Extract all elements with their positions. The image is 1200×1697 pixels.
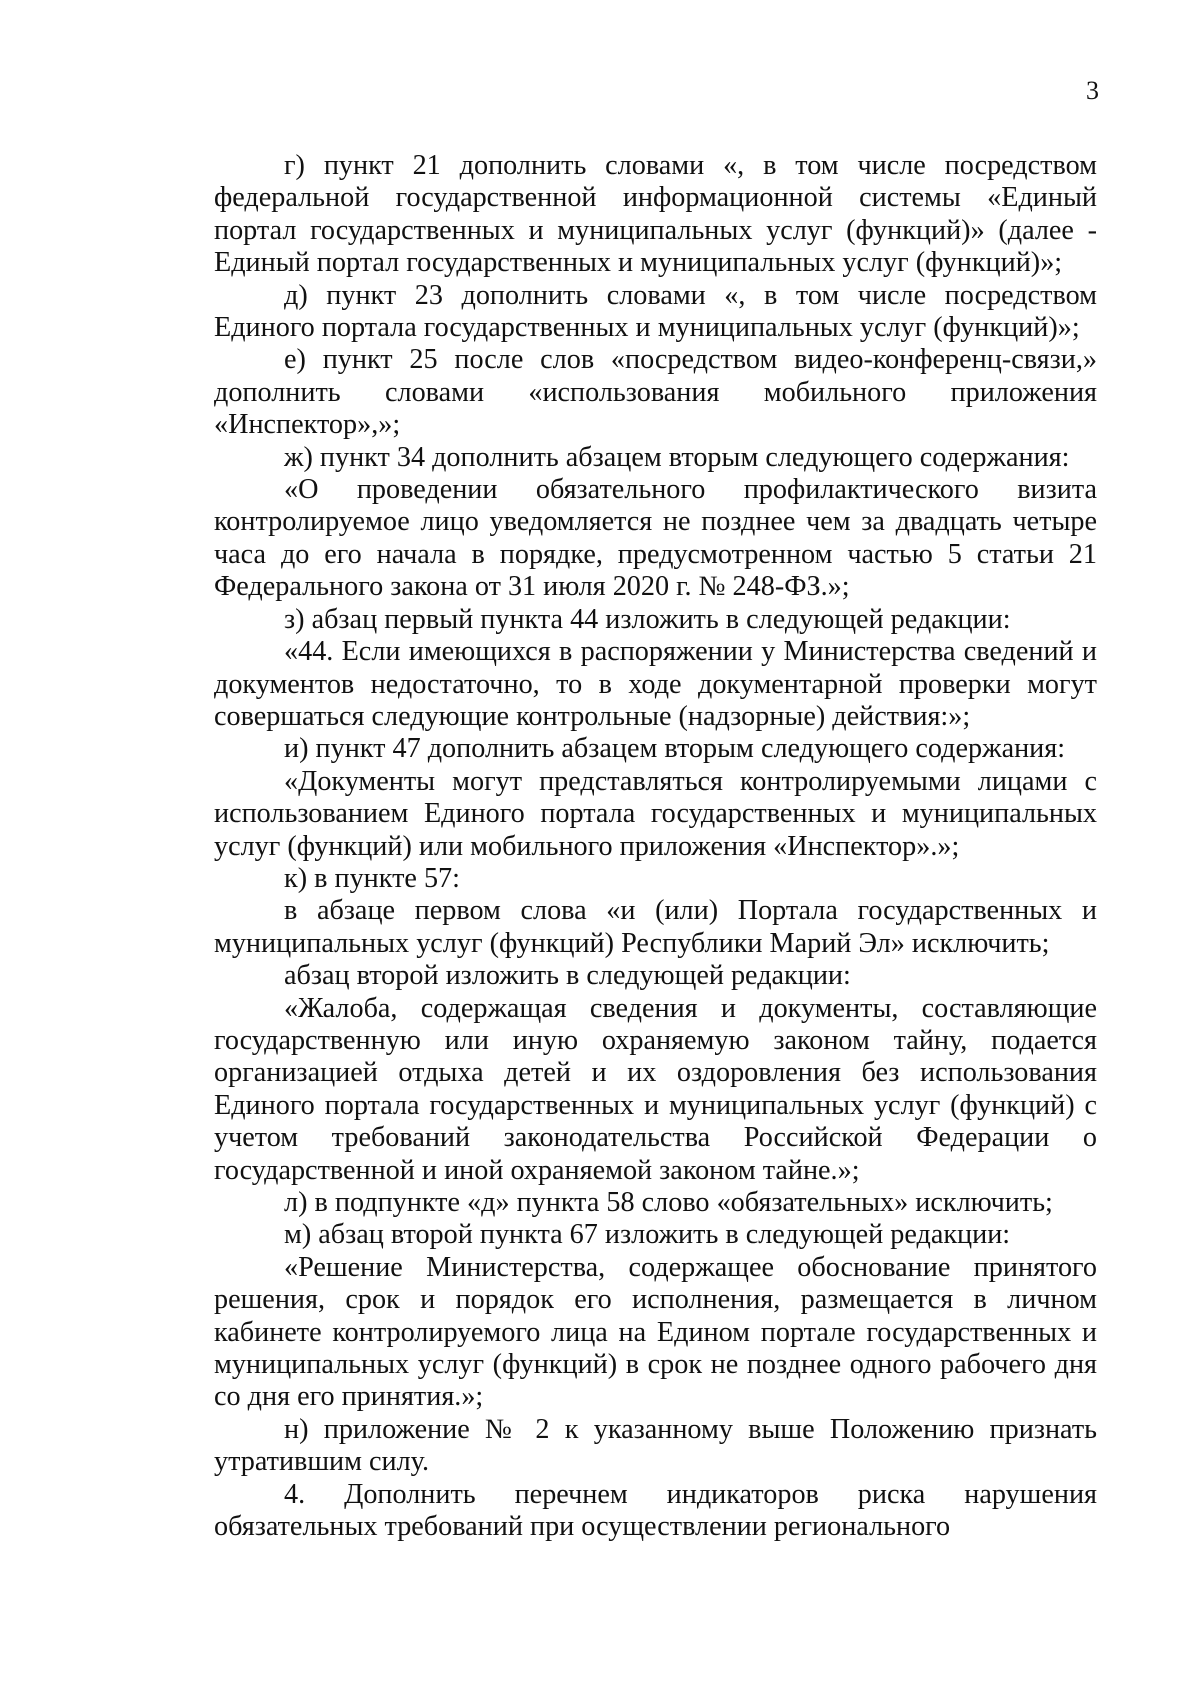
paragraph-section-4: 4. Дополнить перечнем индикаторов риска нарушения обязательных требований при осуществлении регионального	[214, 1478, 1097, 1543]
paragraph-item-i: и) пункт 47 дополнить абзацем вторым следующего содержания:	[284, 733, 1066, 765]
paragraph-item-n: н) приложение № 2 к указанному выше Положению признать утратившим силу.	[214, 1413, 1097, 1478]
paragraph-quote-67: «Решение Министерства, содержащее обоснование принятого решения, срок и порядок его исполнения, размещается в личном кабинете контролируемого лица на Едином портале государственных и муниципальных услуг (функций) в срок не позднее одного рабочего дня со дня его принятия.»;	[214, 1251, 1097, 1413]
paragraph-quote-44: «44. Если имеющихся в распоряжении у Министерства сведений и документов недостаточно, то в ходе документарной проверки могут совершаться следующие контрольные (надзорные) действия:»;	[214, 636, 1097, 732]
page-number: 3	[1086, 76, 1099, 105]
paragraph-quote-47: «Документы могут представляться контролируемыми лицами с использованием Единого портала государственных и муниципальных услуг (функций) или мобильного приложения «Инспектор».»;	[214, 765, 1097, 862]
paragraph-item-d: д) пункт 23 дополнить словами «, в том числе посредством Единого портала государственных и муниципальных услуг (функций)»;	[214, 279, 1097, 344]
paragraph-item-z: з) абзац первый пункта 44 изложить в следующей редакции:	[284, 603, 1011, 635]
paragraph-item-k: к) в пункте 57:	[284, 862, 460, 894]
paragraph-item-l: л) в подпункте «д» пункта 58 слово «обязательных» исключить;	[284, 1187, 1053, 1218]
paragraph-item-g: г) пункт 21 дополнить словами «, в том числе посредством федеральной государственной информационной системы «Единый портал государственных и муниципальных услуг (функций)» (далее - Единый портал государственных и муниципальных услуг (функций)»;	[214, 150, 1097, 279]
paragraph-57-first: в абзаце первом слова «и (или) Портала государственных и муниципальных услуг (функций) Республики Марий Эл» исключить;	[214, 895, 1097, 959]
document-body	[214, 150, 1097, 1543]
paragraph-quote-57: «Жалоба, содержащая сведения и документы, составляющие государственную или иную охраняемую законом тайну, подается организацией отдыха детей и их оздоровления без использования Единого портала государственных и муниципальных услуг (функций) с учетом требований законодательства Российской Федерации о государственной и иной охраняемой законом тайне.»;	[214, 992, 1097, 1186]
paragraph-item-e: е) пункт 25 после слов «посредством видео-конференц-связи,» дополнить словами «использования мобильного приложения «Инспектор»,»;	[214, 344, 1097, 441]
paragraph-57-second: абзац второй изложить в следующей редакции:	[284, 960, 851, 992]
paragraph-item-m: м) абзац второй пункта 67 изложить в следующей редакции:	[284, 1219, 1011, 1251]
paragraph-item-zh: ж) пункт 34 дополнить абзацем вторым следующего содержания:	[284, 441, 1070, 473]
paragraph-quote-34: «О проведении обязательного профилактического визита контролируемое лицо уведомляется не позднее чем за двадцать четыре часа до его начала в порядке, предусмотренном частью 5 статьи 21 Федерального закона от 31 июля 2020 г. № 248-ФЗ.»;	[214, 474, 1097, 603]
